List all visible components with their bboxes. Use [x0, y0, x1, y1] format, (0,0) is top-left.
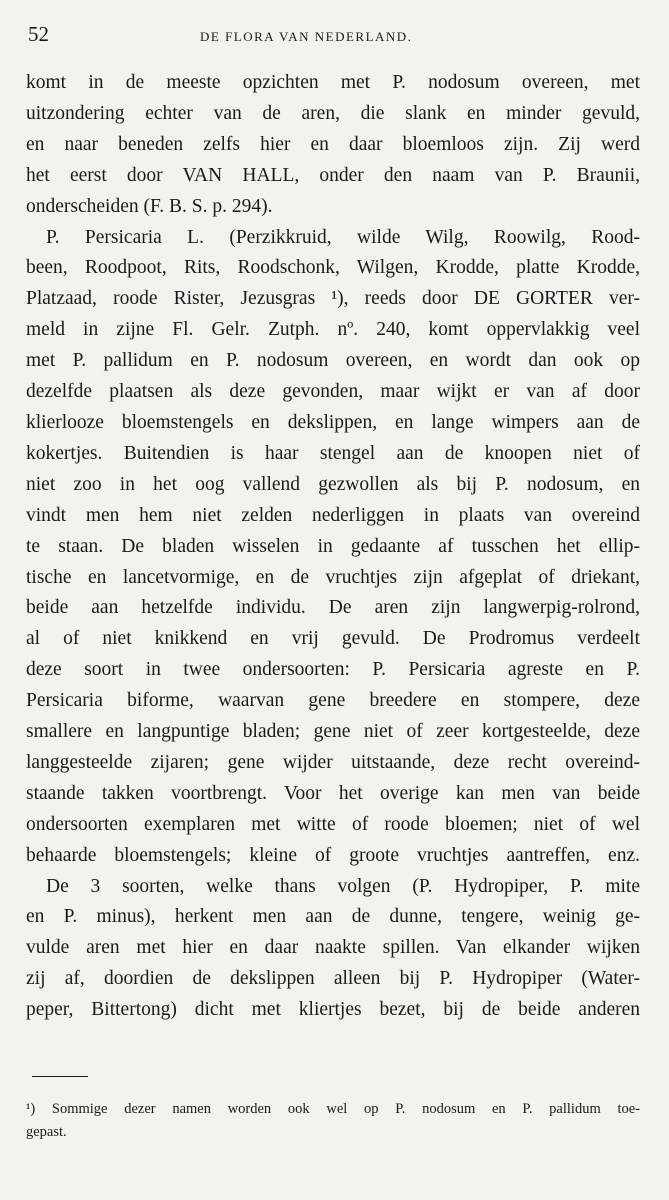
- text-line: kokertjes. Buitendien is haar stengel aan de knoopen niet of: [26, 442, 640, 464]
- text-line: tische en lancetvormige, en de vruchtjes zijn afgeplat of driekant,: [26, 566, 640, 588]
- text-line: P. Persicaria L. (Perzikkruid, wilde Wilg, Roowilg, Rood-: [46, 226, 640, 248]
- text-line: behaarde bloemstengels; kleine of groote vruchtjes aantreffen, enz.: [26, 844, 640, 866]
- text-line: uitzondering echter van de aren, die slank en minder gevuld,: [26, 102, 640, 124]
- text-line: Persicaria biforme, waarvan gene breedere en stompere, deze: [26, 690, 640, 712]
- footnote-line: gepast.: [26, 1124, 67, 1140]
- text-line: met P. pallidum en P. nodosum overeen, en wordt dan ook op: [26, 350, 640, 372]
- footnote-line: ¹) Sommige dezer namen worden ook wel op P. nodosum en P. pallidum toe-: [26, 1101, 640, 1117]
- text-line: niet zoo in het oog vallend gezwollen als bij P. nodosum, en: [26, 473, 640, 495]
- text-line: te staan. De bladen wisselen in gedaante af tusschen het ellip-: [26, 535, 640, 557]
- footnote-divider: [32, 1076, 88, 1077]
- text-line: en P. minus), herkent men aan de dunne, tengere, weinig ge-: [26, 906, 640, 928]
- text-line: onderscheiden (F. B. S. p. 294).: [26, 195, 273, 217]
- text-line: De 3 soorten, welke thans volgen (P. Hydropiper, P. mite: [46, 875, 640, 897]
- text-line: peper, Bittertong) dicht met kliertjes bezet, bij de beide anderen: [26, 999, 640, 1021]
- text-line: ondersoorten exemplaren met witte of roode bloemen; niet of wel: [26, 813, 640, 835]
- text-line: zij af, doordien de dekslippen alleen bij P. Hydropiper (Water-: [26, 968, 640, 990]
- text-line: deze soort in twee ondersoorten: P. Persicaria agreste en P.: [26, 659, 640, 681]
- text-line: beide aan hetzelfde individu. De aren zijn langwerpig-rolrond,: [26, 597, 640, 619]
- text-line: en naar beneden zelfs hier en daar bloemloos zijn. Zij werd: [26, 133, 640, 155]
- text-line: meld in zijne Fl. Gelr. Zutph. nº. 240, komt oppervlakkig veel: [26, 319, 640, 341]
- text-line: smallere en langpuntige bladen; gene niet of zeer kortgesteelde, deze: [26, 721, 640, 743]
- text-line: vindt men hem niet zelden nederliggen in plaats van overeind: [26, 504, 640, 526]
- body-text: [26, 68, 640, 1026]
- text-line: klierlooze bloemstengels en dekslippen, en lange wimpers aan de: [26, 411, 640, 433]
- footnote: [26, 1098, 640, 1144]
- page-header: [28, 22, 638, 50]
- text-line: komt in de meeste opzichten met P. nodosum overeen, met: [26, 72, 640, 93]
- text-line: staande takken voortbrengt. Voor het overige kan men van beide: [26, 782, 640, 804]
- text-line: Platzaad, roode Rister, Jezusgras ¹), reeds door DE GORTER ver-: [26, 288, 640, 310]
- text-line: het eerst door VAN HALL, onder den naam van P. Braunii,: [26, 164, 640, 186]
- running-title: DE FLORA VAN NEDERLAND.: [200, 29, 413, 44]
- text-line: been, Roodpoot, Rits, Roodschonk, Wilgen, Krodde, platte Krodde,: [26, 257, 640, 279]
- text-line: langgesteelde zijaren; gene wijder uitstaande, deze recht overeind-: [26, 751, 640, 773]
- text-line: al of niet knikkend en vrij gevuld. De Prodromus verdeelt: [26, 628, 640, 650]
- text-line: dezelfde plaatsen als deze gevonden, maar wijkt er van af door: [26, 381, 640, 403]
- page-number: 52: [28, 22, 49, 46]
- text-line: vulde aren met hier en daar naakte spillen. Van elkander wijken: [26, 937, 640, 959]
